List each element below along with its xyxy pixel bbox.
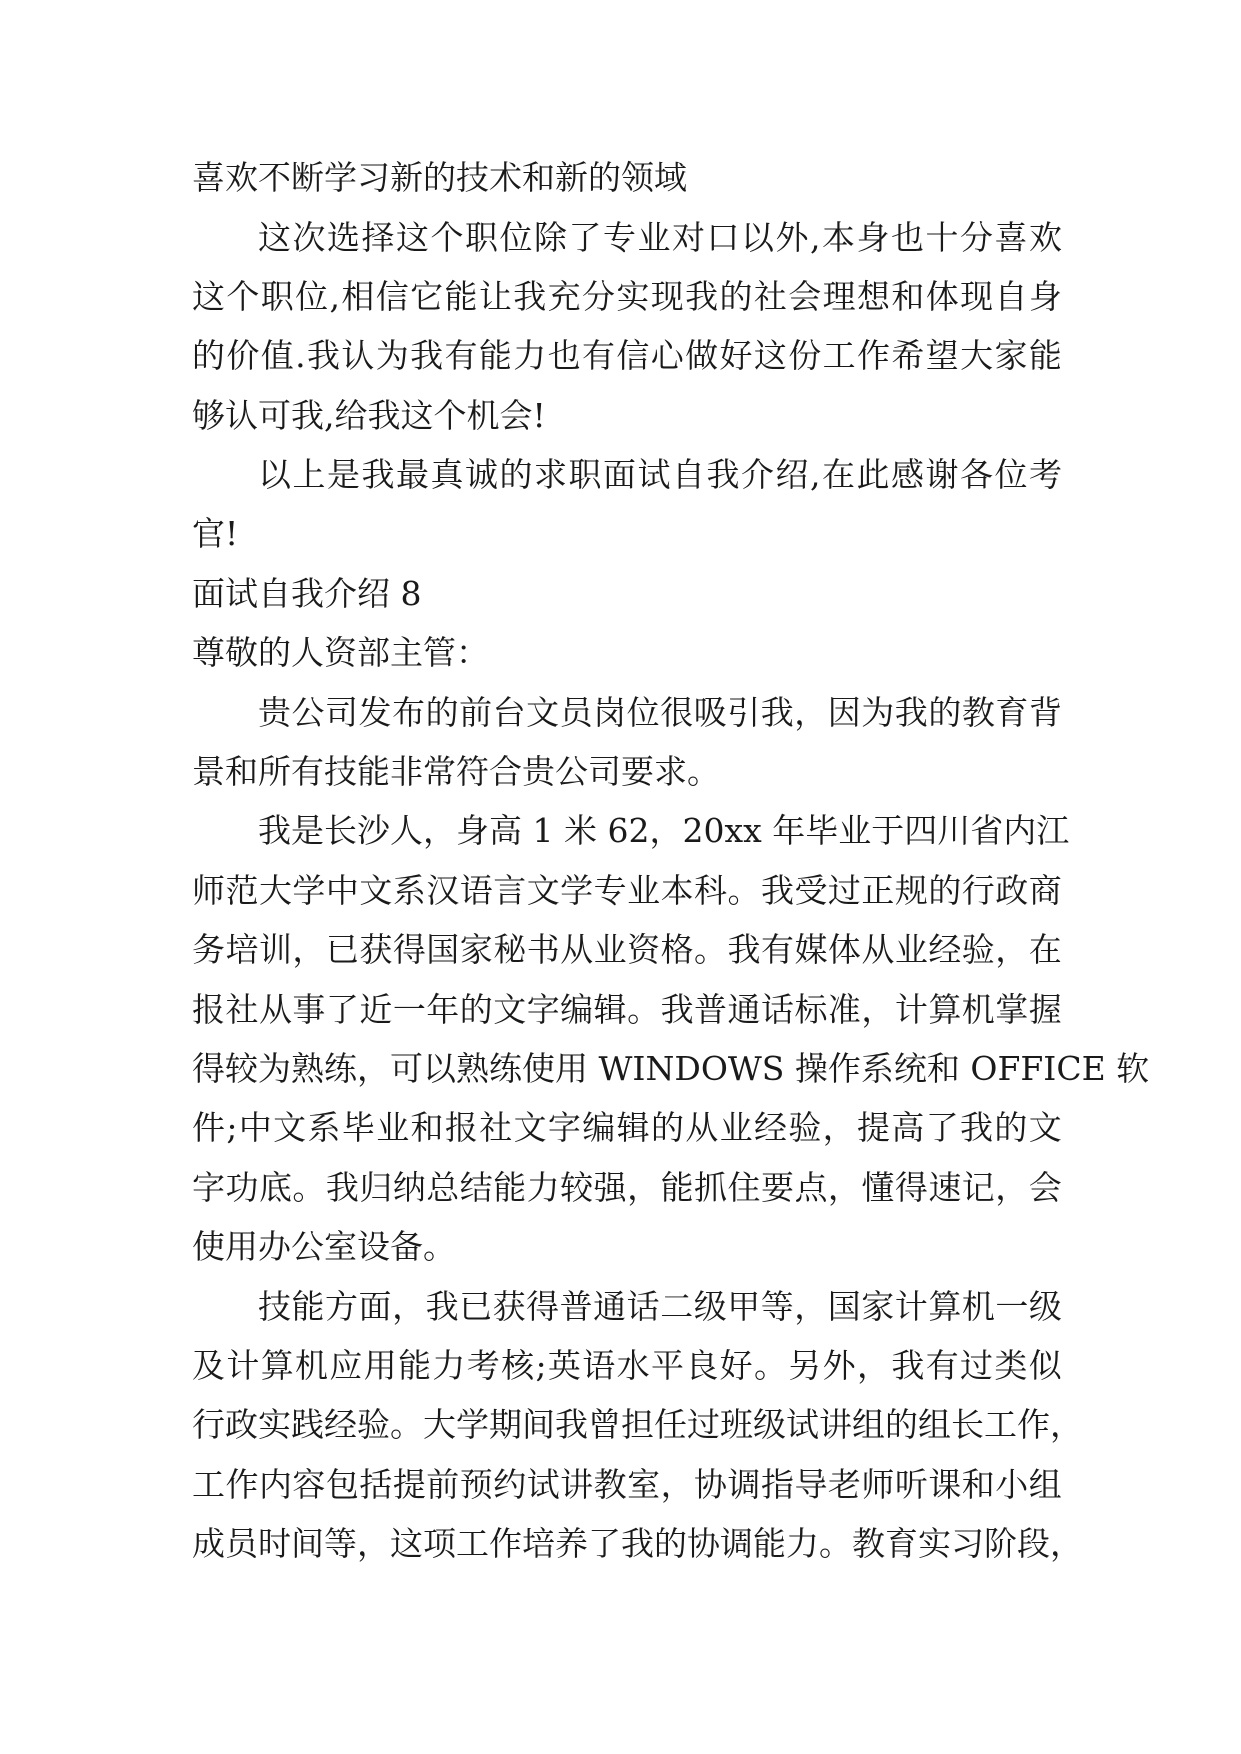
text-line: 够认可我,给我这个机会! [192, 396, 546, 435]
text-line: 字 功 底 。 我 归 纳 总 结 能 力 较 强 ， 能 抓 住 要 点 ， 懂 得 速 记 ， 会 [192, 1168, 1062, 1207]
text-line: 师 范 大 学 中 文 系 汉 语 言 文 学 专 业 本 科 。 我 受 过 正 规 的 行 政 商 [192, 871, 1062, 910]
text-line: 工 作 内 容 包 括 提 前 预 约 试 讲 教 室 ， 协 调 指 导 老 师 听 课 和 小 组 [192, 1465, 1062, 1504]
text-line: 的 价 值 . 我 认 为 我 有 能 力 也 有 信 心 做 好 这 份 工 作 希 望 大 家 能 [192, 336, 1062, 375]
section-heading: 面试自我介绍 8 [192, 574, 422, 613]
text-line: 报 社 从 事 了 近 一 年 的 文 字 编 辑 。 我 普 通 话 标 准 ， 计 算 机 掌 握 [192, 990, 1062, 1029]
paragraph-first-line: 我 是 长 沙 人 ， 身 高 1 米 6 2 ， 2 0 x x 年 毕 业 于 四 川 省 内 江 [258, 811, 1070, 850]
text-line: 喜欢不断学习新的技术和新的领域 [192, 158, 687, 197]
paragraph-first-line: 以 上 是 我 最 真 诚 的 求 职 面 试 自 我 介 绍 , 在 此 感 谢 各 位 考 [258, 455, 1062, 494]
text-line: 件 ; 中 文 系 毕 业 和 报 社 文 字 编 辑 的 从 业 经 验 ， 提 高 了 我 的 文 [192, 1108, 1062, 1147]
text-line: 得 较 为 熟 练 ， 可 以 熟 练 使 用 W I N D O W S 操 作 系 统 和 O F F I C E 软 [192, 1049, 1150, 1088]
paragraph-first-line: 贵 公 司 发 布 的 前 台 文 员 岗 位 很 吸 引 我 ， 因 为 我 的 教 育 背 [258, 693, 1062, 732]
text-line: 这 个 职 位 , 相 信 它 能 让 我 充 分 实 现 我 的 社 会 理 想 和 体 现 自 身 [192, 277, 1062, 316]
paragraph-first-line: 技 能 方 面 ， 我 已 获 得 普 通 话 二 级 甲 等 ， 国 家 计 算 机 一 级 [258, 1287, 1062, 1326]
text-line: 行 政 实 践 经 验 。 大 学 期 间 我 曾 担 任 过 班 级 试 讲 组 的 组 长 工 作 ， [192, 1405, 1083, 1444]
salutation: 尊敬的人资部主管： [192, 633, 489, 672]
text-line: 使用办公室设备。 [192, 1227, 456, 1266]
text-line: 及 计 算 机 应 用 能 力 考 核 ; 英 语 水 平 良 好 。 另 外 ， 我 有 过 类 似 [192, 1346, 1062, 1385]
text-line: 成 员 时 间 等 ， 这 项 工 作 培 养 了 我 的 协 调 能 力 。 教 育 实 习 阶 段 ， [192, 1524, 1083, 1563]
paragraph-first-line: 这 次 选 择 这 个 职 位 除 了 专 业 对 口 以 外 , 本 身 也 十 分 喜 欢 [258, 218, 1062, 257]
text-line: 官! [192, 514, 239, 553]
text-line: 景和所有技能非常符合贵公司要求。 [192, 752, 720, 791]
text-line: 务 培 训 ， 已 获 得 国 家 秘 书 从 业 资 格 。 我 有 媒 体 从 业 经 验 ， 在 [192, 930, 1062, 969]
